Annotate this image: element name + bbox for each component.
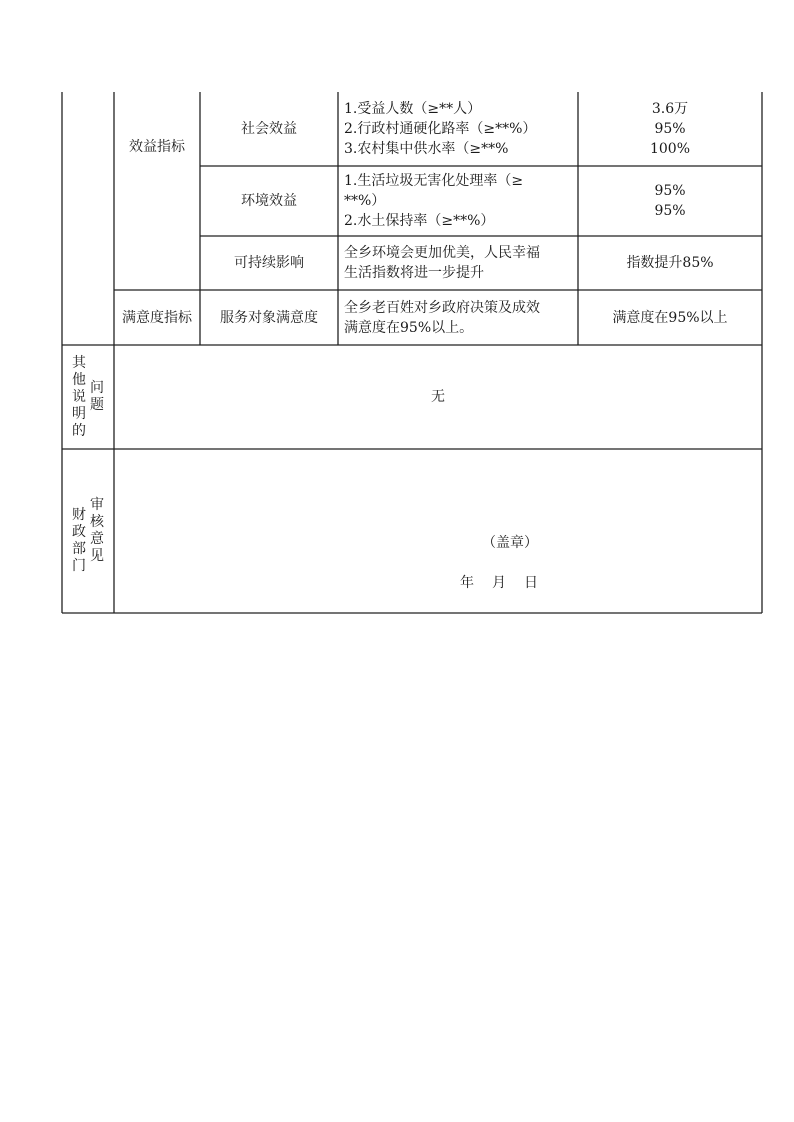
other-title-char: 他	[72, 371, 86, 388]
date-cell	[440, 572, 560, 594]
review-title-char: 审	[90, 497, 104, 513]
environment-item-2: 2.水土保持率（≥**%）	[344, 213, 495, 229]
environment-value-1: 95%	[654, 183, 686, 199]
social-value-2: 95%	[654, 121, 686, 137]
sustainability-value: 指数提升85%	[626, 255, 714, 271]
other-notes-content-cell	[114, 345, 762, 449]
seal-cell	[450, 532, 570, 554]
satisfaction-content-line-1: 全乡老百姓对乡政府决策及成效	[344, 299, 540, 316]
other-notes-content: 无	[431, 389, 445, 405]
review-title-char: 见	[90, 548, 104, 564]
sustainability-content-line-1: 全乡环境会更加优美，人民幸福	[344, 245, 540, 261]
sustainability-value-cell	[578, 236, 762, 290]
satisfaction-content-cell	[344, 290, 576, 345]
seal-text: （盖章）	[482, 535, 538, 551]
environment-item-1: 1.生活垃圾无害化处理率（≥	[344, 173, 524, 189]
satisfaction-label: 服务对象满意度	[220, 309, 318, 326]
other-title-char: 说	[72, 388, 86, 405]
other-title-char: 的	[72, 422, 86, 439]
review-title-char: 门	[72, 558, 86, 574]
social-benefit-label-cell	[200, 92, 338, 166]
sustainability-content-cell	[344, 236, 576, 290]
satisfaction-indicator-label: 满意度指标	[122, 309, 192, 326]
environment-item-1-cont: **%）	[344, 193, 386, 209]
finance-review-title-col1	[72, 507, 86, 575]
review-title-char: 核	[90, 514, 104, 530]
satisfaction-content-line-2: 满意度在95%以上。	[344, 319, 474, 336]
social-benefit-label: 社会效益	[241, 121, 297, 137]
social-value-1: 3.6万	[651, 101, 689, 117]
finance-review-title-cell	[62, 449, 114, 613]
review-title-char: 意	[90, 531, 104, 547]
sustainability-content-line-2: 生活指数将进一步提升	[344, 265, 484, 281]
social-benefit-values-cell	[578, 92, 762, 166]
environment-benefit-items-cell	[344, 166, 576, 236]
environment-benefit-label: 环境效益	[241, 193, 297, 209]
social-item-1: 1.受益人数（≥**人）	[344, 101, 482, 117]
other-notes-title-col1	[72, 355, 86, 440]
sustainability-label-cell	[200, 236, 338, 290]
other-notes-title-cell	[62, 345, 114, 449]
sustainability-label: 可持续影响	[234, 255, 304, 271]
satisfaction-indicator-cell	[114, 290, 200, 345]
other-title-char: 问	[90, 380, 104, 396]
environment-benefit-label-cell	[200, 166, 338, 236]
social-benefit-items-cell	[344, 92, 576, 166]
social-value-3: 100%	[649, 141, 691, 157]
environment-value-2: 95%	[654, 203, 686, 219]
other-title-char: 题	[90, 397, 104, 413]
satisfaction-value: 满意度在95%以上	[612, 309, 728, 326]
date-text: 年 月 日	[460, 575, 540, 591]
social-item-3: 3.农村集中供水率（≥**%	[344, 141, 509, 157]
environment-benefit-values-cell	[578, 166, 762, 236]
benefit-indicator-label: 效益指标	[129, 139, 185, 155]
social-item-2: 2.行政村通硬化路率（≥**%）	[344, 121, 537, 137]
review-title-char: 政	[72, 524, 86, 540]
review-title-char: 财	[72, 507, 86, 523]
satisfaction-value-cell	[578, 290, 762, 345]
other-title-char: 其	[72, 354, 86, 371]
review-title-char: 部	[72, 541, 86, 557]
other-notes-title-col2	[90, 380, 104, 414]
benefit-indicator-cell	[114, 92, 200, 202]
other-title-char: 明	[72, 405, 86, 422]
finance-review-title-col2	[90, 497, 104, 565]
satisfaction-label-cell	[200, 290, 338, 345]
